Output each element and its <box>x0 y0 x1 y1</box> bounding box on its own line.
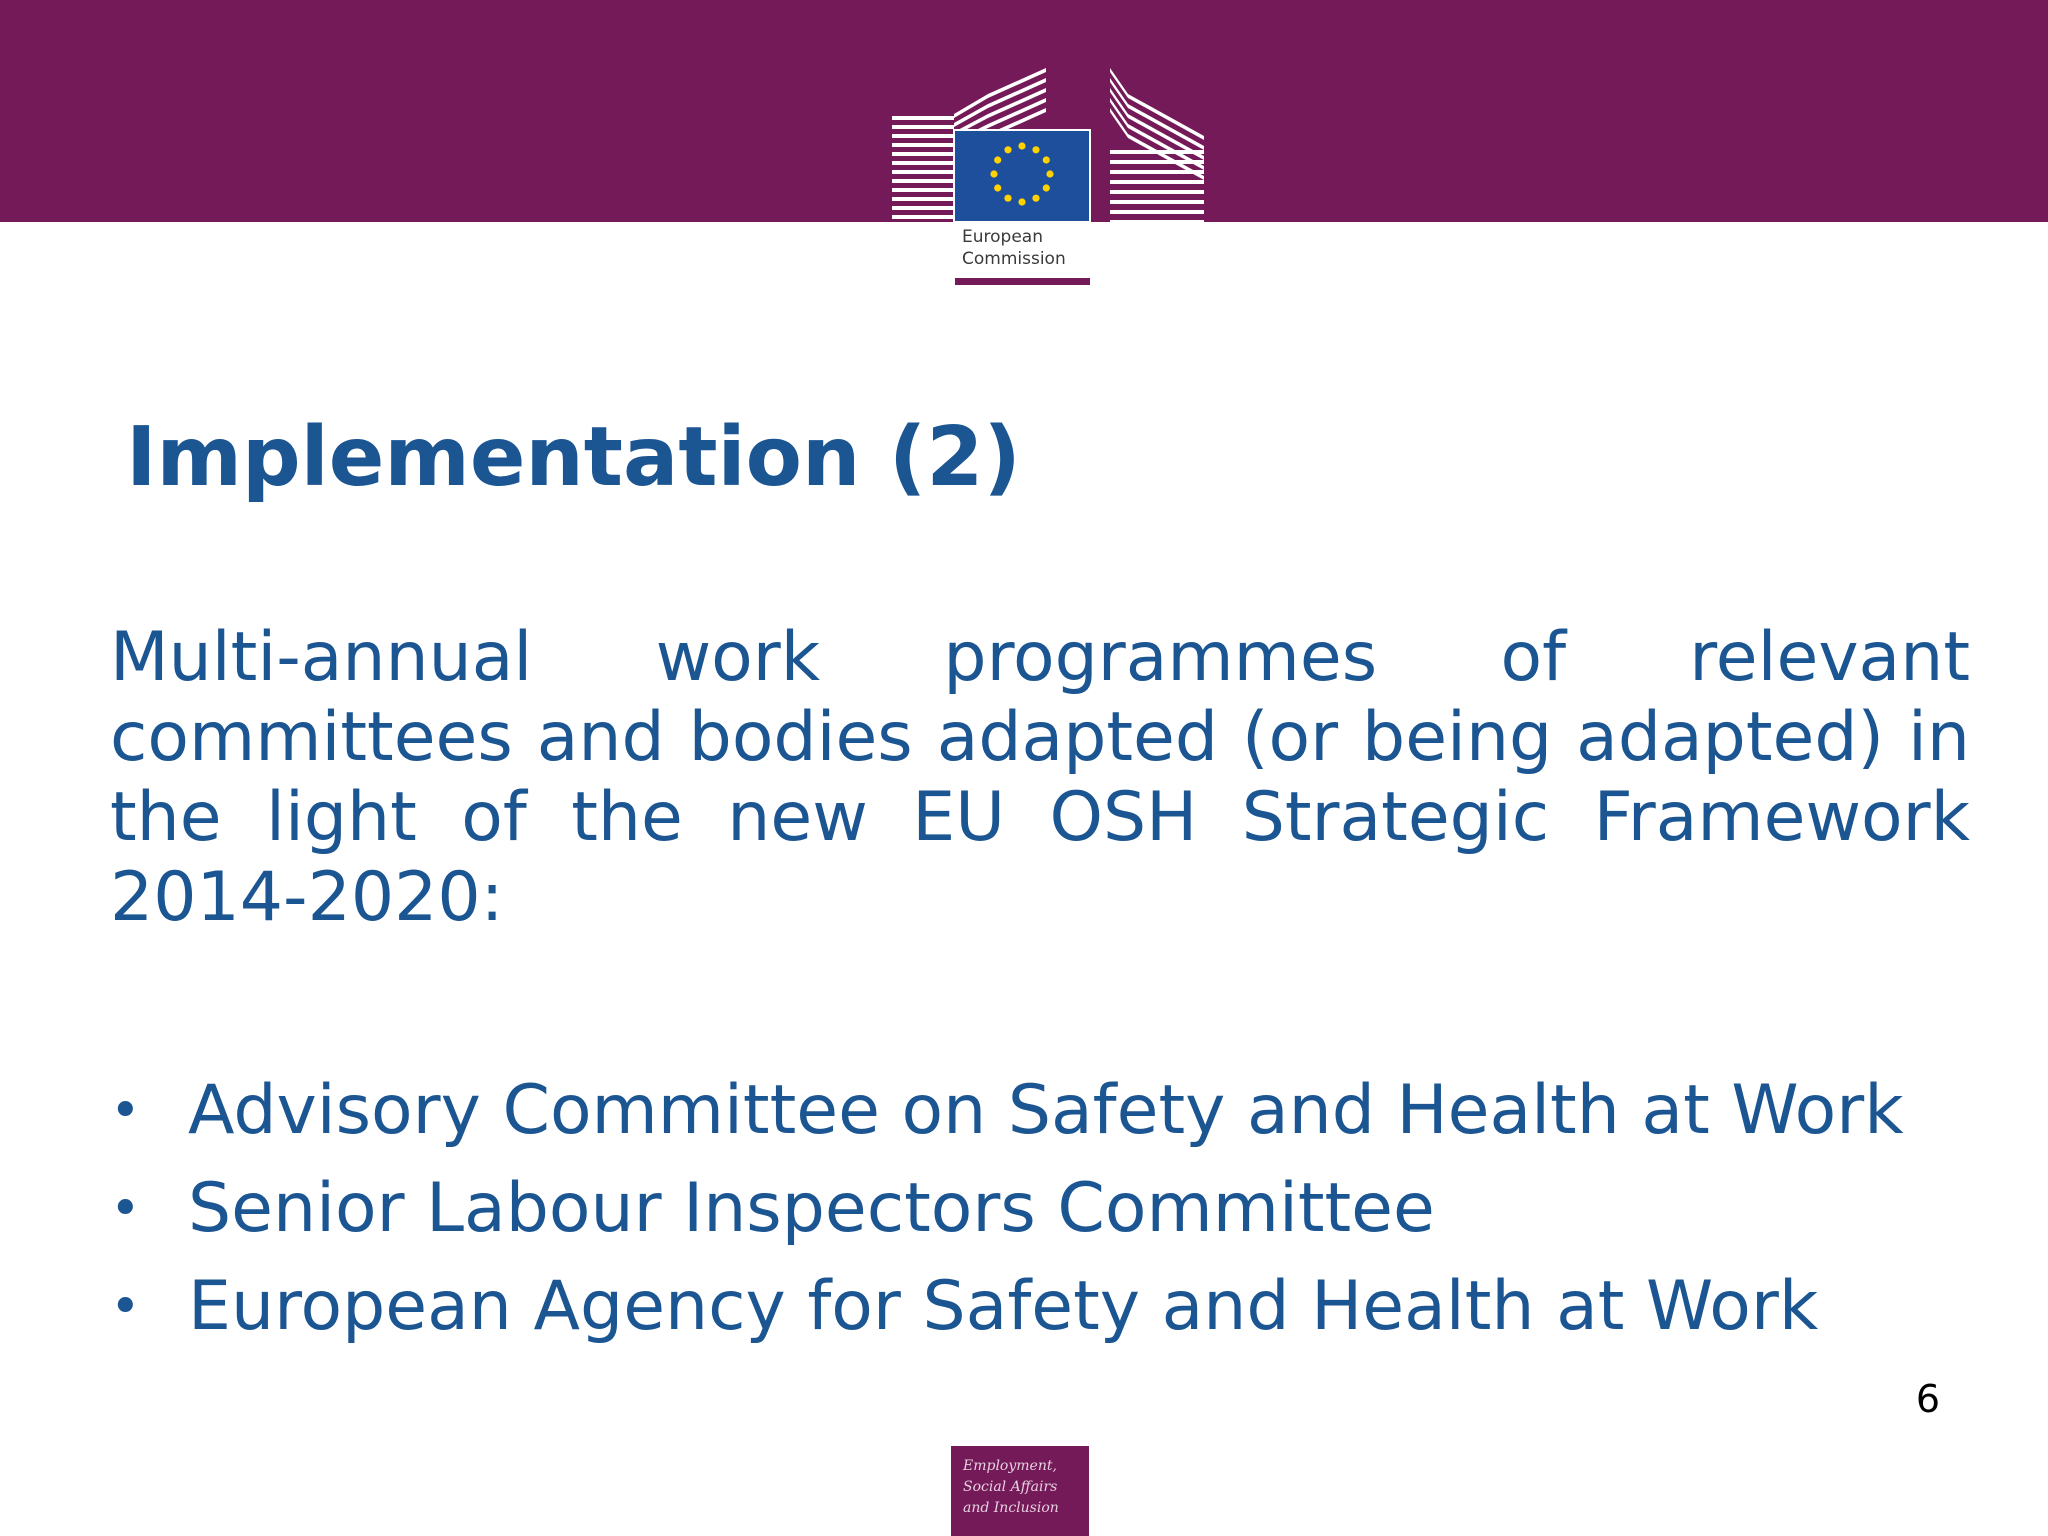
bullet-list <box>110 1062 1904 1356</box>
logo-underline <box>955 278 1090 285</box>
bullet-icon: • <box>110 1277 141 1337</box>
bullet-text: European Agency for Safety and Health at Work <box>188 1267 1819 1346</box>
slide-title: Implementation (2) <box>126 410 1021 505</box>
intro-paragraph: Multi-annual work programmes of relevant committees and bodies adapted (or being adapted) in the light of the new EU OSH Strategic Framework 2014-2020: <box>110 618 1970 937</box>
dg-employment-badge <box>951 1446 1089 1536</box>
bullet-item <box>110 1062 1904 1160</box>
logo-line-commission: Commission <box>962 249 1066 269</box>
page-number: 6 <box>1915 1377 1940 1421</box>
bullet-icon: • <box>110 1081 141 1141</box>
dg-badge-label: Employment, Social Affairs and Inclusion <box>963 1458 1059 1516</box>
bullet-icon: • <box>110 1179 141 1239</box>
logo-line-european: European <box>962 227 1043 247</box>
bullet-text: Senior Labour Inspectors Committee <box>188 1169 1435 1248</box>
european-commission-logo <box>888 64 1208 290</box>
bullet-item <box>110 1160 1904 1258</box>
logo-wordmark <box>962 226 1066 270</box>
bullet-item <box>110 1258 1904 1356</box>
bullet-text: Advisory Committee on Safety and Health at Work <box>188 1071 1904 1150</box>
